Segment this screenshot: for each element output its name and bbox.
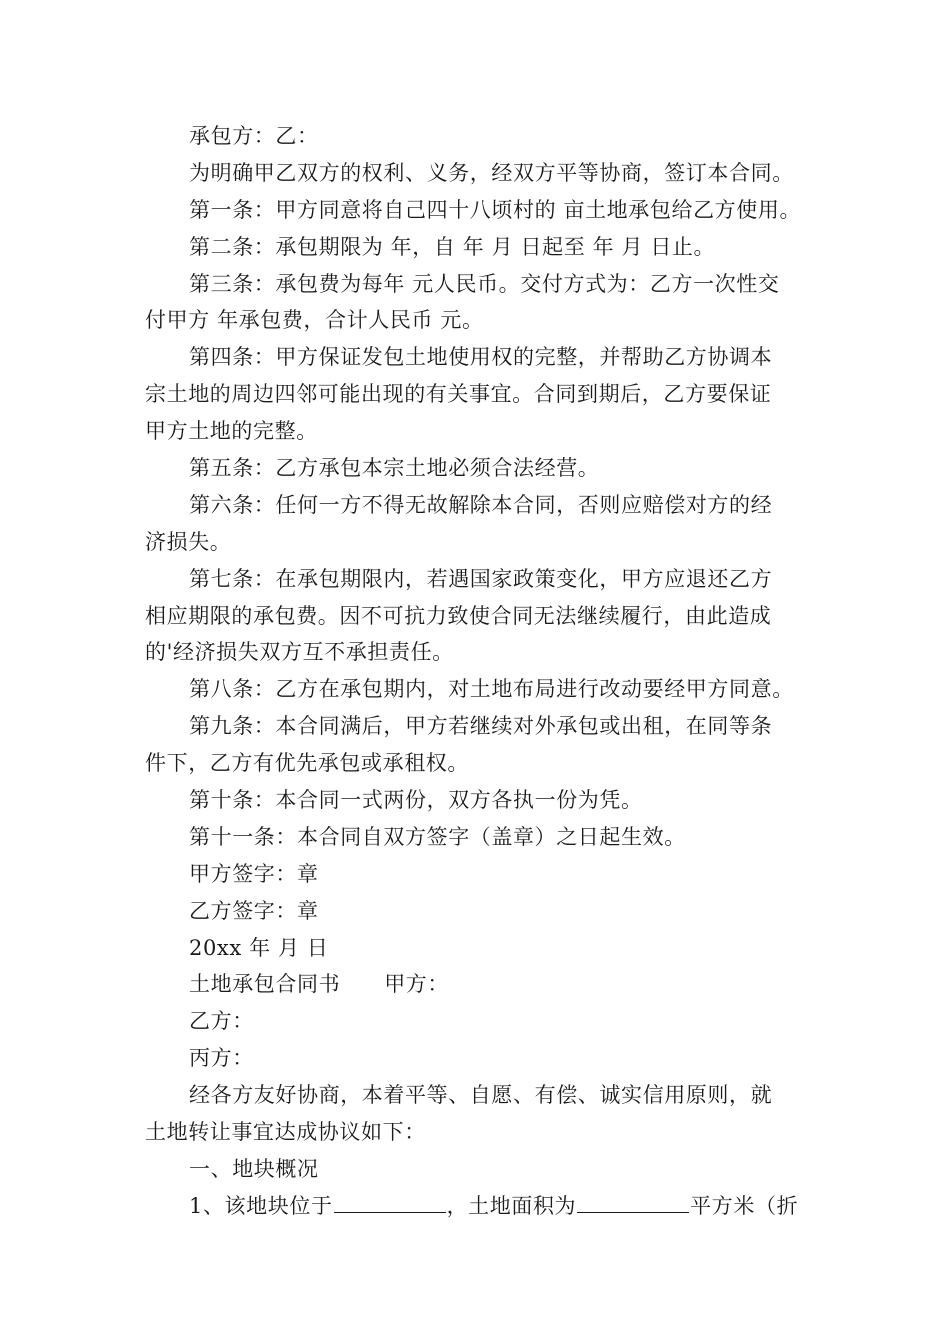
article-5-line: 第五条：乙方承包本宗土地必须合法经营。 <box>189 456 600 481</box>
plot-area-unit: 平方米（折 <box>690 1193 799 1218</box>
plot-location-line <box>145 1188 810 1225</box>
article-7-line-1: 第七条：在承包期限内，若遇国家政策变化，甲方应退还乙方 <box>189 566 773 591</box>
article-4-line-1: 第四条：甲方保证发包土地使用权的完整，并帮助乙方协调本 <box>189 345 773 370</box>
party-a-signature: 甲方签字：章 <box>189 861 319 886</box>
second-contract-title-line <box>145 966 810 1003</box>
article-4-line-3: 甲方土地的完整。 <box>145 419 318 444</box>
second-contract-preamble-1: 经各方友好协商，本着平等、自愿、有偿、诚实信用原则，就 <box>189 1083 773 1108</box>
contract-party-line: 承包方：乙： <box>189 124 319 148</box>
party-b-signature: 乙方签字：章 <box>189 898 319 923</box>
document-body <box>145 118 810 1225</box>
plot-area-label: ，土地面积为 <box>446 1193 577 1218</box>
second-contract-party-c: 丙方： <box>189 1046 254 1071</box>
article-11-line: 第十一条：本合同自双方签字（盖章）之日起生效。 <box>189 824 686 849</box>
article-6-line-2: 济损失。 <box>145 529 232 554</box>
article-1-line: 第一条：甲方同意将自己四十八顷村的 亩土地承包给乙方使用。 <box>189 197 802 222</box>
article-7-line-3: 的'经济损失双方互不承担责任。 <box>145 640 454 665</box>
article-7-line-2: 相应期限的承包费。因不可抗力致使合同无法继续履行，由此造成 <box>145 603 772 628</box>
article-3-line-1: 第三条：承包费为每年 元人民币。交付方式为：乙方一次性交 <box>189 271 780 296</box>
second-contract-title: 土地承包合同书 <box>189 972 341 997</box>
article-10-line: 第十条：本合同一式两份，双方各执一份为凭。 <box>189 788 643 813</box>
signature-date: 20xx 年 月 日 <box>189 935 329 960</box>
article-9-line-1: 第九条：本合同满后，甲方若继续对外承包或出租，在同等条 <box>189 714 773 739</box>
article-8-line: 第八条：乙方在承包期内，对土地布局进行改动要经甲方同意。 <box>189 677 794 702</box>
article-2-line: 第二条：承包期限为 年，自 年 月 日起至 年 月 日止。 <box>189 234 716 259</box>
article-4-line-2: 宗土地的周边四邻可能出现的有关事宜。合同到期后，乙方要保证 <box>145 382 772 407</box>
plot-location-label: 1、该地块位于 <box>189 1193 333 1218</box>
article-9-line-2: 件下，乙方有优先承包或承租权。 <box>145 751 469 776</box>
second-contract-party-a: 甲方： <box>384 972 450 997</box>
second-contract-party-b: 乙方： <box>189 1009 254 1034</box>
preamble-line: 为明确甲乙双方的权利、义务，经双方平等协商，签订本合同。 <box>189 160 794 185</box>
plot-area-blank <box>577 1190 689 1213</box>
plot-location-blank <box>334 1190 446 1213</box>
second-contract-preamble-2: 土地转让事宜达成协议如下： <box>145 1120 426 1145</box>
article-3-line-2: 付甲方 年承包费，合计人民币 元。 <box>145 308 484 333</box>
section-1-heading: 一、地块概况 <box>189 1156 319 1181</box>
article-6-line-1: 第六条：任何一方不得无故解除本合同，否则应赔偿对方的经 <box>189 492 773 517</box>
